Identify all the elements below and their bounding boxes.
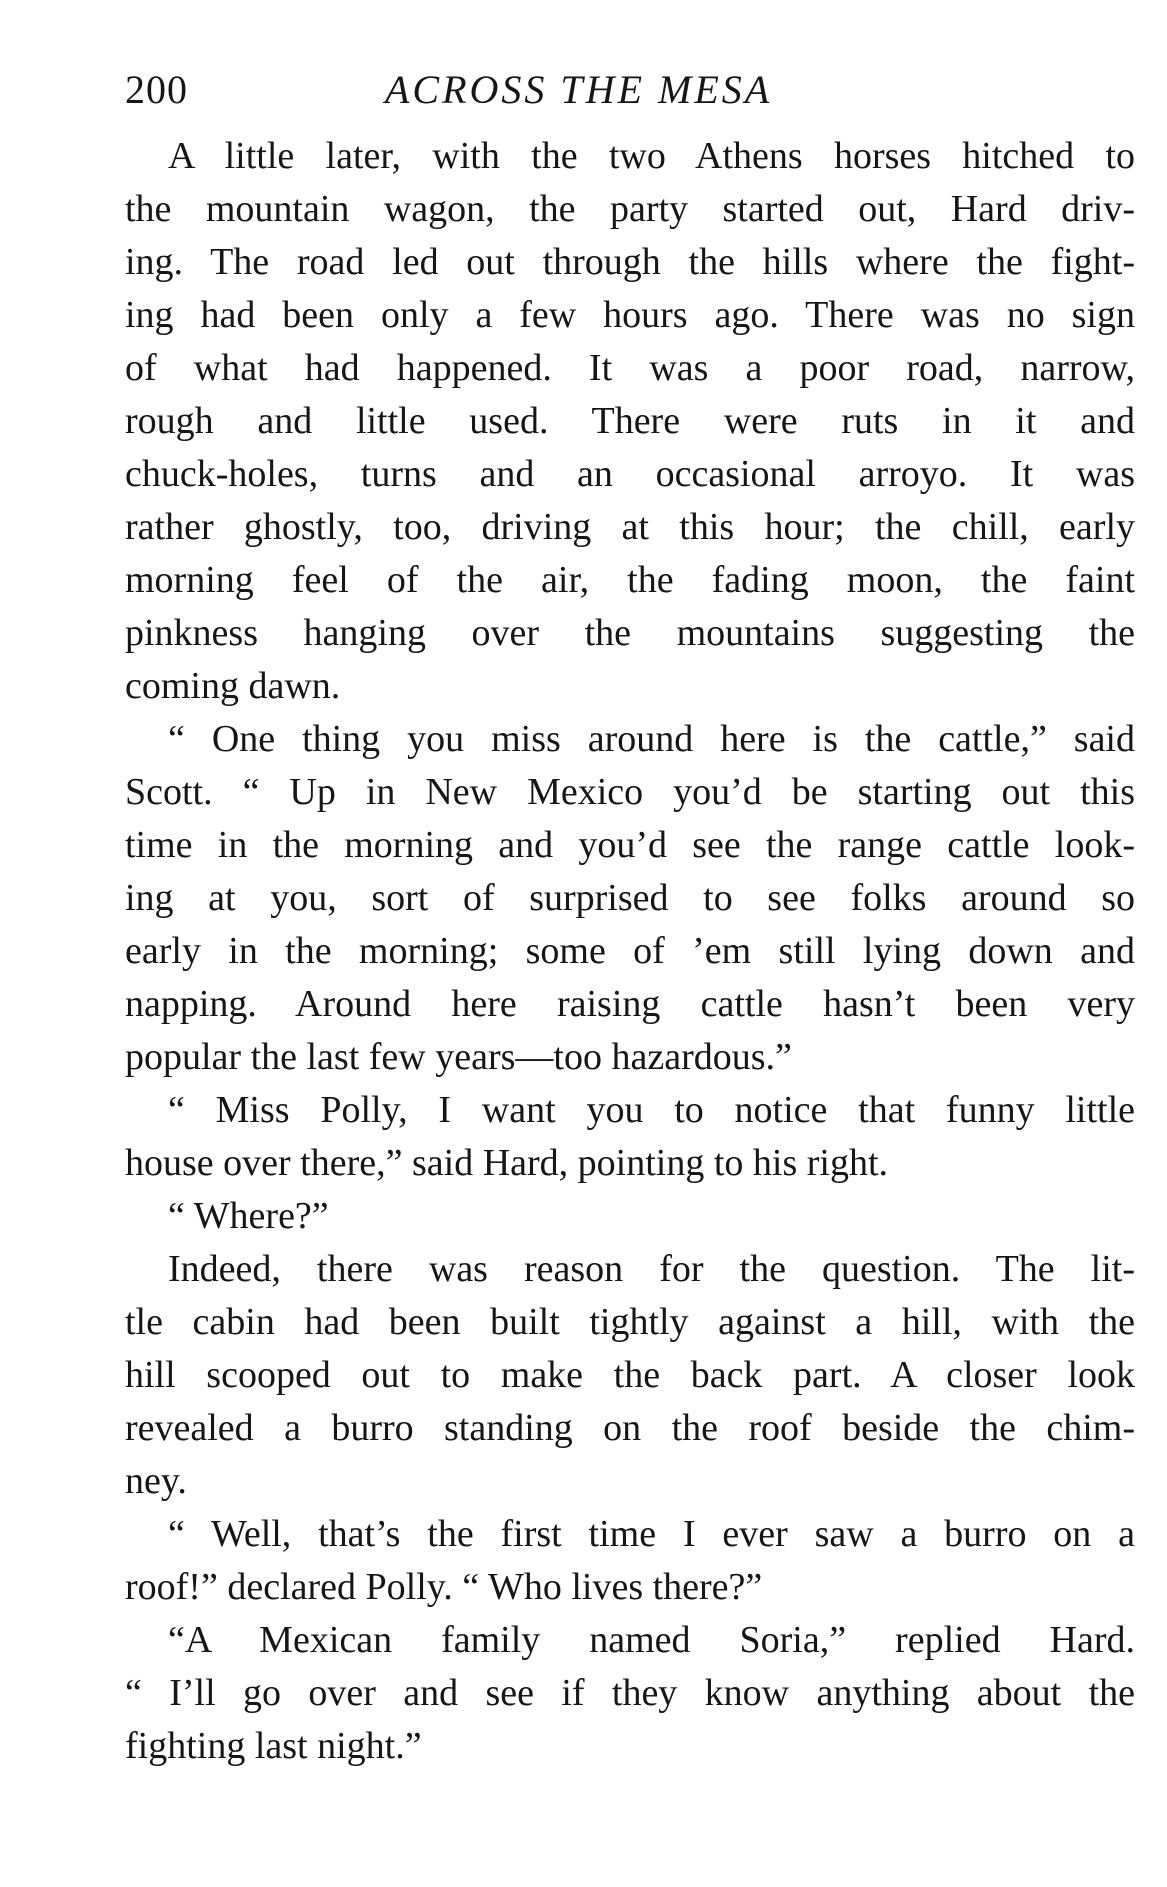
text-line: fighting last night.” <box>125 1725 422 1767</box>
page-number: 200 <box>125 67 188 112</box>
text-line: “ Miss Polly, I want you to notice that funny little <box>168 1089 1135 1131</box>
text-line: roof!” declared Polly. “ Who lives there?” <box>125 1566 763 1608</box>
text-line: revealed a burro standing on the roof beside the chim- <box>125 1407 1135 1449</box>
text-line: pinkness hanging over the mountains suggesting the <box>125 612 1135 654</box>
page-header <box>125 66 1135 116</box>
paragraph <box>125 1508 1135 1614</box>
text-line: house over there,” said Hard, pointing to his right. <box>125 1142 889 1184</box>
paragraph <box>125 1084 1135 1190</box>
text-line: time in the morning and you’d see the range cattle look- <box>125 824 1135 866</box>
text-line: ney. <box>125 1460 187 1502</box>
text-line: Scott. “ Up in New Mexico you’d be starting out this <box>125 771 1135 813</box>
text-line: ing at you, sort of surprised to see folks around so <box>125 877 1135 919</box>
text-line: of what had happened. It was a poor road, narrow, <box>125 347 1135 389</box>
text-line: chuck-holes, turns and an occasional arroyo. It was <box>125 453 1135 495</box>
paragraph <box>125 1614 1135 1773</box>
text-line: coming dawn. <box>125 665 341 707</box>
running-title: ACROSS THE MESA <box>385 67 773 112</box>
text-line: popular the last few years—too hazardous.” <box>125 1036 792 1078</box>
text-line: rather ghostly, too, driving at this hour; the chill, early <box>125 506 1135 548</box>
text-line: napping. Around here raising cattle hasn’t been very <box>125 983 1135 1025</box>
body-text <box>125 130 1135 1773</box>
text-line: A little later, with the two Athens horses hitched to <box>168 135 1135 177</box>
text-line: hill scooped out to make the back part. A closer look <box>125 1354 1135 1396</box>
text-line: tle cabin had been built tightly against a hill, with the <box>125 1301 1135 1343</box>
text-line: “ I’ll go over and see if they know anything about the <box>125 1672 1135 1714</box>
paragraph <box>125 1243 1135 1508</box>
text-line: ing. The road led out through the hills where the fight- <box>125 241 1135 283</box>
text-line: Indeed, there was reason for the question. The lit- <box>168 1248 1135 1290</box>
text-line: morning feel of the air, the fading moon, the faint <box>125 559 1135 601</box>
text-line: the mountain wagon, the party started out, Hard driv- <box>125 188 1135 230</box>
text-line: early in the morning; some of ’em still lying down and <box>125 930 1135 972</box>
text-line: “A Mexican family named Soria,” replied Hard. <box>168 1619 1135 1661</box>
paragraph <box>125 713 1135 1084</box>
text-line: ing had been only a few hours ago. There was no sign <box>125 294 1135 336</box>
paragraph <box>125 1190 1135 1243</box>
text-line: “ One thing you miss around here is the cattle,” said <box>168 718 1135 760</box>
text-line: rough and little used. There were ruts in it and <box>125 400 1135 442</box>
text-line: “ Well, that’s the first time I ever saw a burro on a <box>168 1513 1135 1555</box>
paragraph <box>125 130 1135 713</box>
text-line: “ Where?” <box>168 1195 329 1237</box>
